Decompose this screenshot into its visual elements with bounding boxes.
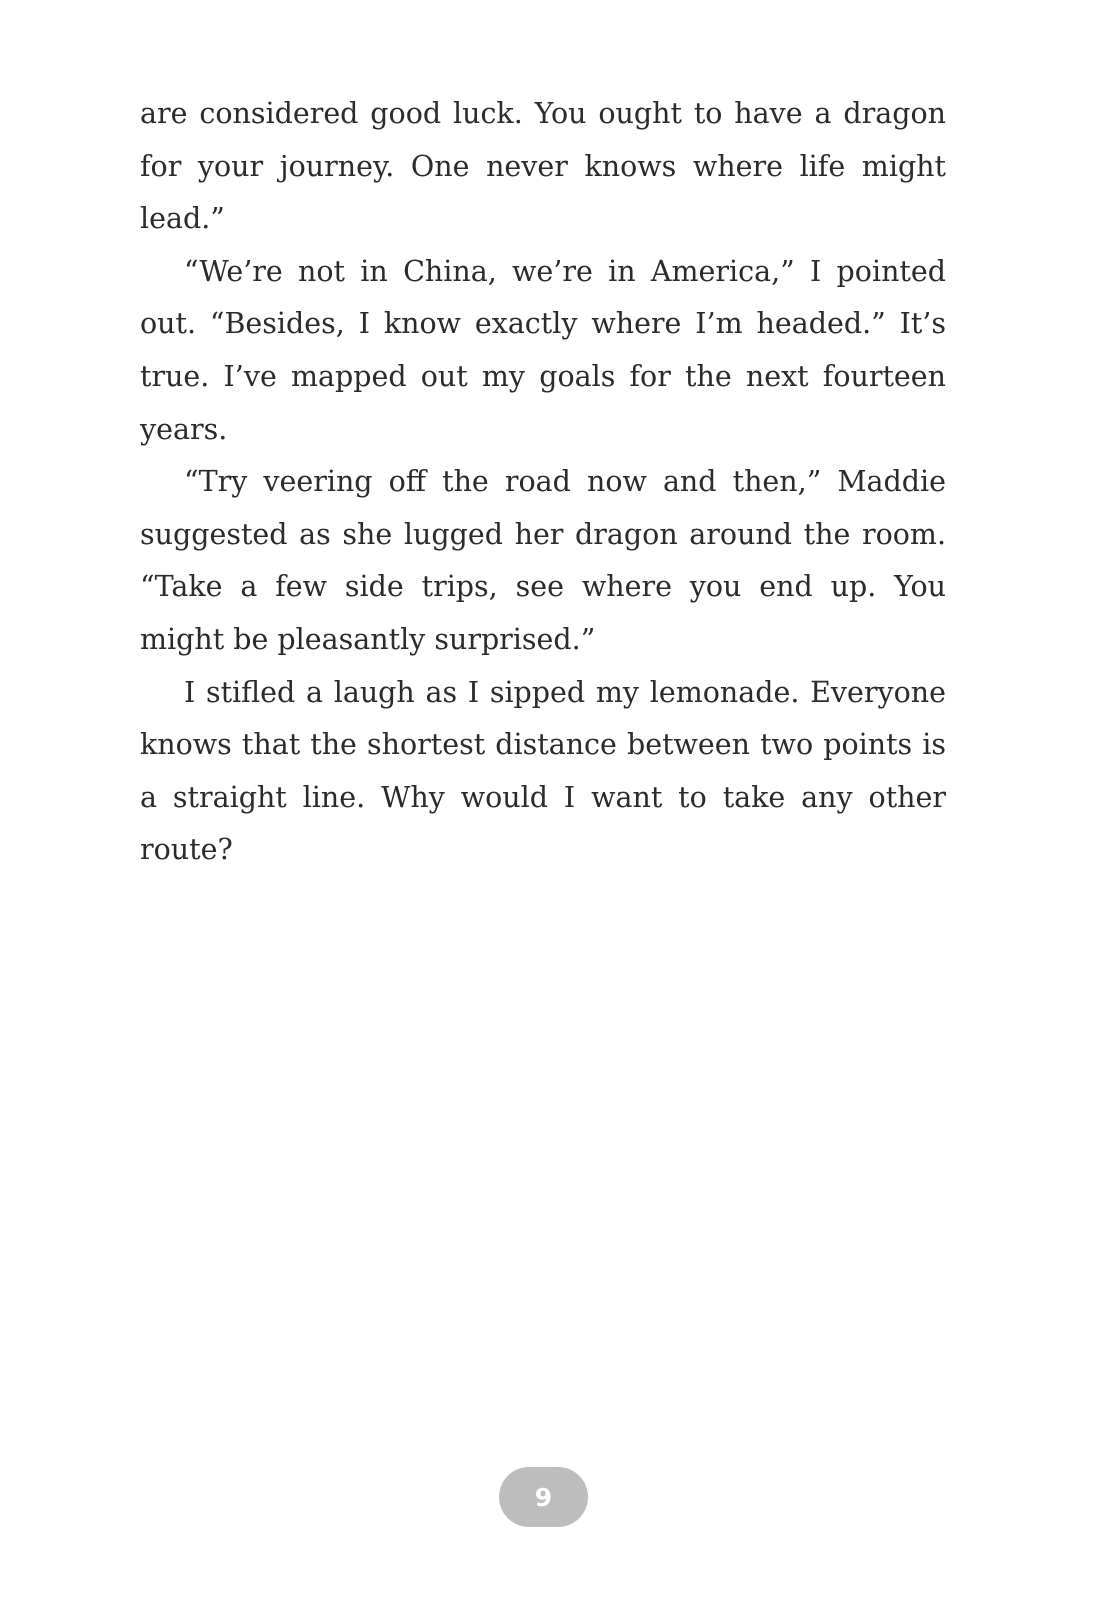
page-number-badge — [499, 1467, 588, 1527]
body-text — [140, 88, 946, 877]
paragraph-continuation: are considered good luck. You ought to have a dragon for your journey. One never knows where life might lead.” — [140, 97, 946, 236]
page-number: 9 — [534, 1482, 553, 1512]
paragraph: “Try veering off the road now and then,” Maddie suggested as she lugged her dragon around the room. “Take a few side trips, see where you end up. You might be pleasantly surprised.” — [140, 465, 946, 656]
paragraph: “We’re not in China, we’re in America,” I pointed out. “Besides, I know exactly where I’m headed.” It’s true. I’ve mapped out my goals for the next fourteen years. — [140, 254, 946, 446]
paragraph: I stifled a laugh as I sipped my lemonade. Everyone knows that the shortest distance between two points is a straight line. Why would I want to take any other route? — [140, 675, 946, 867]
